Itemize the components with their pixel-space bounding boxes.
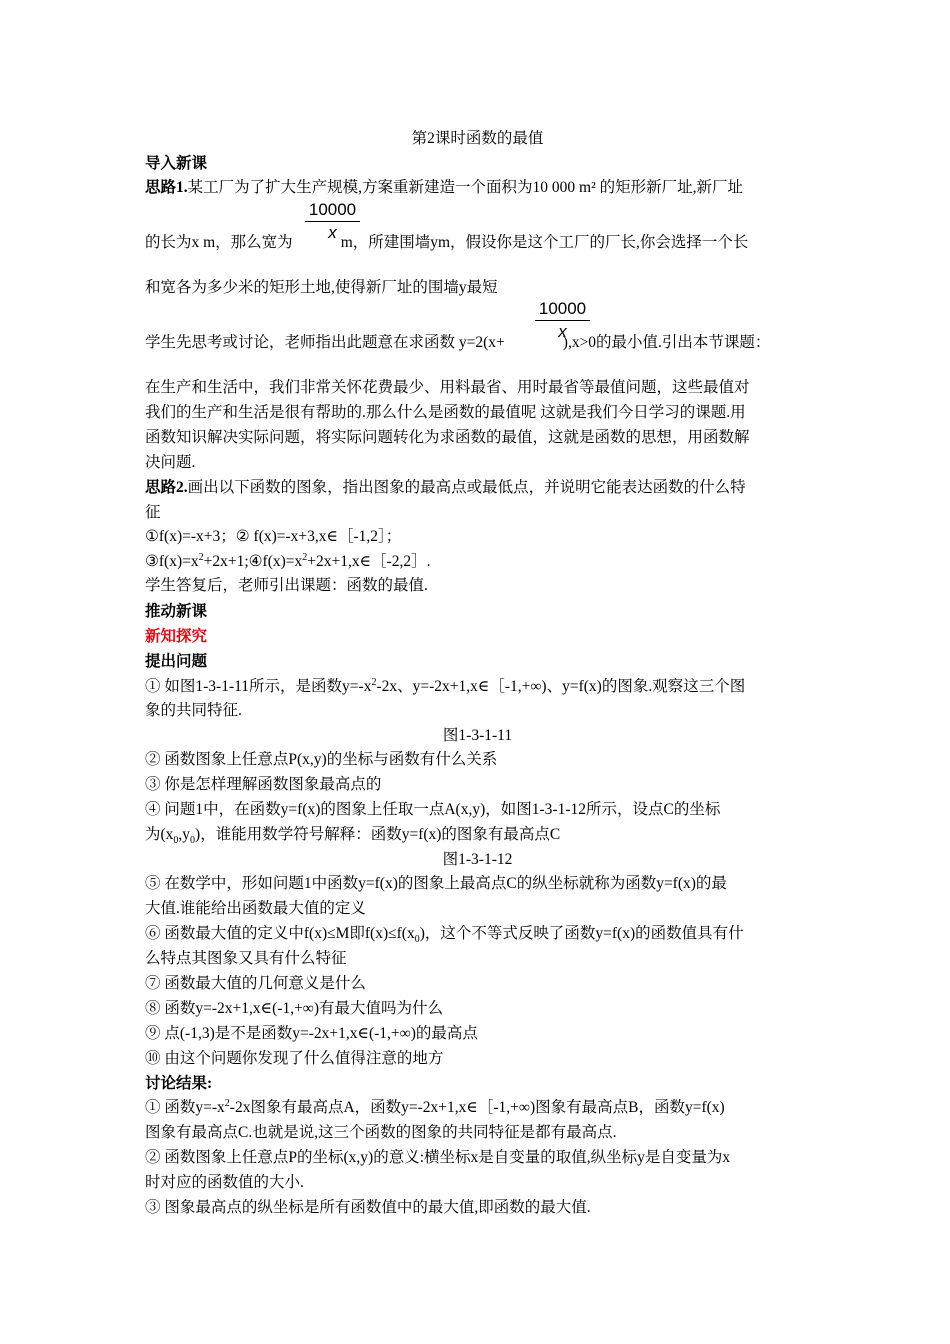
fraction-10000-over-x-2: 10000 x bbox=[535, 299, 590, 342]
idea2-line4: $③f(x)=x^2+2x+1;④f(x)=x^2+2x+1,x\in[-2,2]$. bbox=[145, 551, 431, 570]
question-7: ⑦ 函数最大值的几何意义是什么 bbox=[145, 975, 366, 992]
question-1: ① 如图1-3-1-11所示，是函数$y=-x^2-2x$、y=-2x+1,x∈［-1,+∞)、y=f(x)的图象.观察这三个图 bbox=[145, 676, 746, 695]
question-5: ⑤ 在数学中，形如问题1中函数y=f(x)的图象上最高点C的纵坐标就称为函数y=f(x)的最 bbox=[145, 875, 727, 892]
para1-line1: 在生产和生活中，我们非常关怀花费最少、用料最省、用时最省等最值问题，这些最值对 bbox=[145, 379, 750, 396]
result-2-cont: 时对应的函数值的大小. bbox=[145, 1174, 304, 1191]
result-1-cont: 图象有最高点C.也就是说,这三个函数的图象的共同特征是都有最高点. bbox=[145, 1124, 617, 1141]
intro-heading: 导入新课 bbox=[145, 155, 208, 172]
question-4-cont: 为$(x_0,y_0)$，谁能用数学符号解释：函数y=f(x)的图象有最高点C bbox=[145, 826, 561, 847]
idea2-line3: ①f(x)=-x+3；② f(x)=-x+3,x∈［-1,2］； bbox=[145, 528, 402, 545]
idea2-line5: 学生答复后，老师引出课题：函数的最值. bbox=[145, 577, 428, 594]
question-10: ⑩ 由这个问题你发现了什么值得注意的地方 bbox=[145, 1050, 444, 1067]
figure-caption-1: 图1-3-1-11 bbox=[442, 727, 513, 744]
question-9: ⑨ 点(-1,3)是不是函数y=-2x+1,x∈(-1,+∞)的最高点 bbox=[145, 1025, 478, 1042]
para1-line3: 函数知识解决实际问题，将实际问题转化为求函数的最值，这就是函数的思想，用函数解 bbox=[145, 429, 750, 446]
question-1-cont: 象的共同特征. bbox=[145, 702, 242, 719]
result-1: ① 函数$y=-x^2-2x$图象有最高点A，函数y=-2x+1,x∈［-1,+∞)图象有最高点B，函数y=f(x) bbox=[145, 1097, 725, 1116]
idea1-line1: 思路1.某工厂为了扩大生产规模,方案重新建造一个面积为10 000 m² 的矩形新厂址,新厂址 bbox=[145, 179, 743, 196]
idea2-line2: 征 bbox=[145, 504, 161, 521]
para1-line4: 决问题. bbox=[145, 454, 196, 471]
idea1-label: 思路1. bbox=[145, 179, 188, 196]
question-heading: 提出问题 bbox=[145, 653, 208, 670]
result-3: ③ 图象最高点的纵坐标是所有函数值中的最大值,即函数的最大值. bbox=[145, 1199, 591, 1216]
result-2: ② 函数图象上任意点P的坐标(x,y)的意义:横坐标x是自变量的取值,纵坐标y是自变量为x bbox=[145, 1149, 731, 1166]
fraction-10000-over-x: 10000 x bbox=[305, 200, 360, 243]
question-3: ③ 你是怎样理解函数图象最高点的 bbox=[145, 776, 382, 793]
page-title: 第2课时函数的最值 bbox=[411, 130, 544, 147]
question-6: ⑥ 函数最大值的定义中f(x)≤M即$f(x)\le f(x_0)$，这个不等式反映了函数y=f(x)的函数值具有什 bbox=[145, 925, 744, 946]
question-2: ② 函数图象上任意点P(x,y)的坐标与函数有什么关系 bbox=[145, 751, 498, 768]
para1-line2: 我们的生产和生活是很有帮助的.那么什么是函数的最值呢 这就是我们今日学习的课题.用 bbox=[145, 404, 746, 421]
idea1-line3: 和宽各为多少米的矩形土地,使得新厂址的围墙y最短 bbox=[145, 279, 498, 296]
idea1-line2: 的长为x m，那么宽为 m，所建围墙ym，假设你是这个工厂的厂长,你会选择一个长 bbox=[145, 234, 749, 251]
promote-heading: 推动新课 bbox=[145, 603, 208, 620]
explore-heading: 新知探究 bbox=[145, 628, 208, 645]
idea2-label: 思路2. bbox=[145, 479, 188, 496]
question-6-cont: 么特点其图象又具有什么特征 bbox=[145, 950, 347, 967]
figure-caption-2: 图1-3-1-12 bbox=[442, 851, 513, 868]
question-8: ⑧ 函数y=-2x+1,x∈(-1,+∞)有最大值吗为什么 bbox=[145, 1000, 444, 1017]
idea1-line4: 学生先思考或讨论，老师指出此题意在求函数 y=2(x+ ),x>0的最小值.引出本节课题： bbox=[145, 334, 771, 351]
results-heading: 讨论结果: bbox=[145, 1075, 213, 1092]
idea2-line1: 思路2.画出以下函数的图象，指出图象的最高点或最低点，并说明它能表达函数的什么特 bbox=[145, 479, 746, 496]
question-5-cont: 大值.谁能给出函数最大值的定义 bbox=[145, 900, 366, 917]
question-4: ④ 问题1中，在函数y=f(x)的图象上任取一点A(x,y)，如图1-3-1-12所示，设点C的坐标 bbox=[145, 801, 721, 818]
